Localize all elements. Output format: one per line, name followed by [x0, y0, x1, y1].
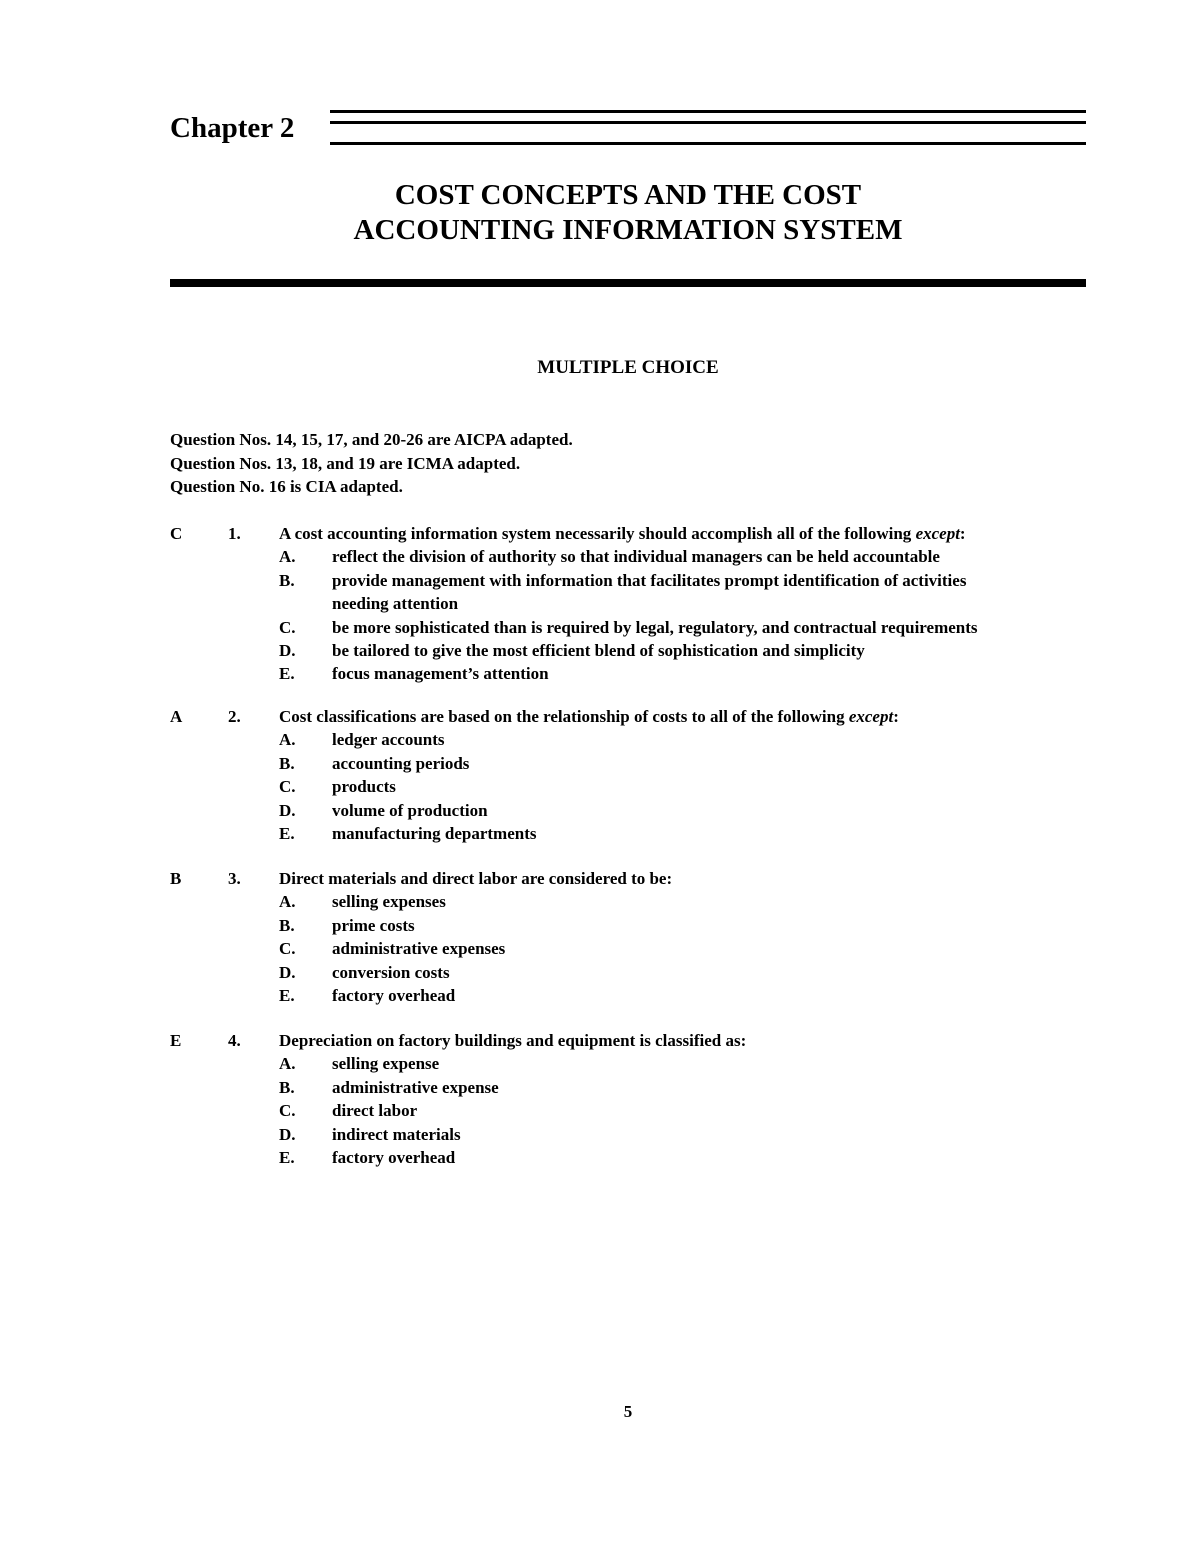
answer-key: A — [170, 707, 183, 726]
question-stem — [279, 522, 966, 545]
option-text: prime costs — [332, 915, 415, 935]
answer-key: B — [170, 869, 182, 888]
question-number: 4. — [228, 1031, 241, 1050]
option-text: factory overhead — [332, 985, 456, 1005]
option-text: indirect materials — [332, 1124, 461, 1144]
option-row — [170, 984, 1090, 1007]
option-text: be tailored to give the most efficient blend of sophistication and simplicity — [332, 640, 865, 660]
chapter-title-line-1: COST CONCEPTS AND THE COST — [394, 179, 862, 211]
option-letter: A. — [279, 892, 296, 912]
option-row — [170, 914, 1090, 937]
option-text: manufacturing departments — [332, 823, 537, 843]
question-1 — [170, 522, 1090, 686]
option-row — [170, 775, 1090, 798]
option-row — [170, 1123, 1090, 1146]
option-letter: D. — [279, 1124, 296, 1144]
option-letter: E. — [279, 823, 295, 843]
option-row — [170, 569, 1090, 592]
option-row — [170, 662, 1090, 685]
option-row — [170, 616, 1090, 639]
option-row — [170, 937, 1090, 960]
option-letter: E. — [279, 985, 295, 1005]
option-text: selling expense — [332, 1054, 440, 1074]
question-stem-row — [170, 1029, 1090, 1052]
option-letter: D. — [279, 800, 296, 820]
page-number: 5 — [623, 1402, 633, 1421]
option-text: direct labor — [332, 1101, 418, 1121]
option-letter: D. — [279, 640, 296, 660]
option-letter: A. — [279, 1054, 296, 1074]
option-text: be more sophisticated than is required by legal, regulatory, and contractual requirements — [332, 617, 978, 637]
option-letter: E. — [279, 1147, 295, 1167]
option-row — [170, 639, 1090, 662]
option-text: administrative expense — [332, 1077, 499, 1097]
stem-emphasis: except — [915, 524, 960, 543]
option-text: conversion costs — [332, 962, 450, 982]
option-row — [170, 1076, 1090, 1099]
question-stem: Depreciation on factory buildings and equipment is classified as: — [279, 1031, 747, 1050]
stem-emphasis: except — [848, 707, 894, 726]
option-text-continuation: needing attention — [332, 594, 459, 614]
option-row — [170, 545, 1090, 568]
question-3 — [170, 867, 1090, 1007]
stem-text: Cost classifications are based on the relationship of costs to all of the following — [279, 707, 849, 726]
section-heading: MULTIPLE CHOICE — [537, 357, 719, 378]
option-row — [170, 799, 1090, 822]
option-text: focus management’s attention — [332, 664, 549, 684]
header-rule-bottom — [330, 142, 1086, 145]
option-letter: C. — [279, 617, 296, 637]
option-text: factory overhead — [332, 1147, 456, 1167]
option-row — [170, 1099, 1090, 1122]
option-letter: B. — [279, 915, 295, 935]
question-number: 3. — [228, 869, 241, 888]
option-letter: A. — [279, 730, 296, 750]
question-number: 1. — [228, 524, 241, 543]
question-stem-row — [170, 867, 1090, 890]
answer-key: E — [170, 1031, 182, 1050]
option-letter: C. — [279, 939, 296, 959]
option-text: products — [332, 777, 396, 797]
option-text: accounting periods — [332, 753, 470, 773]
stem-end: : — [893, 707, 899, 726]
stem-end: : — [959, 524, 966, 543]
question-2 — [170, 705, 1090, 845]
source-note: Question Nos. 13, 18, and 19 are ICMA adapted. — [170, 453, 521, 473]
question-stem-row — [170, 705, 1090, 728]
option-letter: B. — [279, 1077, 295, 1097]
option-letter: E. — [279, 664, 295, 684]
option-text: selling expenses — [332, 892, 446, 912]
option-letter: B. — [279, 570, 295, 590]
option-text: volume of production — [332, 800, 488, 820]
option-row — [170, 1052, 1090, 1075]
question-4 — [170, 1029, 1090, 1169]
option-row — [170, 728, 1090, 751]
option-text: ledger accounts — [332, 730, 445, 750]
chapter-label: Chapter 2 — [170, 112, 295, 144]
title-divider — [170, 279, 1086, 287]
option-letter: C. — [279, 777, 296, 797]
option-text: provide management with information that facilitates prompt identification of activities — [332, 570, 967, 590]
option-letter: D. — [279, 962, 296, 982]
question-number: 2. — [228, 707, 241, 726]
chapter-title-line-2: ACCOUNTING INFORMATION SYSTEM — [353, 214, 903, 246]
option-row — [170, 822, 1090, 845]
option-letter: A. — [279, 547, 296, 567]
source-notes — [170, 428, 573, 499]
option-row — [170, 1146, 1090, 1169]
question-stem-row — [170, 522, 1090, 545]
option-row — [170, 752, 1090, 775]
stem-text: A cost accounting information system necessarily should accomplish all of the following — [279, 524, 916, 543]
source-note: Question Nos. 14, 15, 17, and 20-26 are AICPA adapted. — [170, 430, 573, 449]
option-continuation-row — [170, 592, 1090, 615]
option-letter: B. — [279, 753, 295, 773]
question-stem: Direct materials and direct labor are considered to be: — [279, 869, 673, 888]
answer-key: C — [170, 524, 183, 543]
option-row — [170, 890, 1090, 913]
question-stem — [279, 705, 899, 728]
header-rule-top — [330, 110, 1086, 113]
option-text: reflect the division of authority so that individual managers can be held accountable — [332, 547, 940, 567]
chapter-title — [170, 178, 1086, 248]
option-text: administrative expenses — [332, 939, 506, 959]
source-note: Question No. 16 is CIA adapted. — [170, 477, 403, 496]
header-rule-middle — [330, 121, 1086, 124]
option-letter: C. — [279, 1101, 296, 1121]
option-row — [170, 961, 1090, 984]
